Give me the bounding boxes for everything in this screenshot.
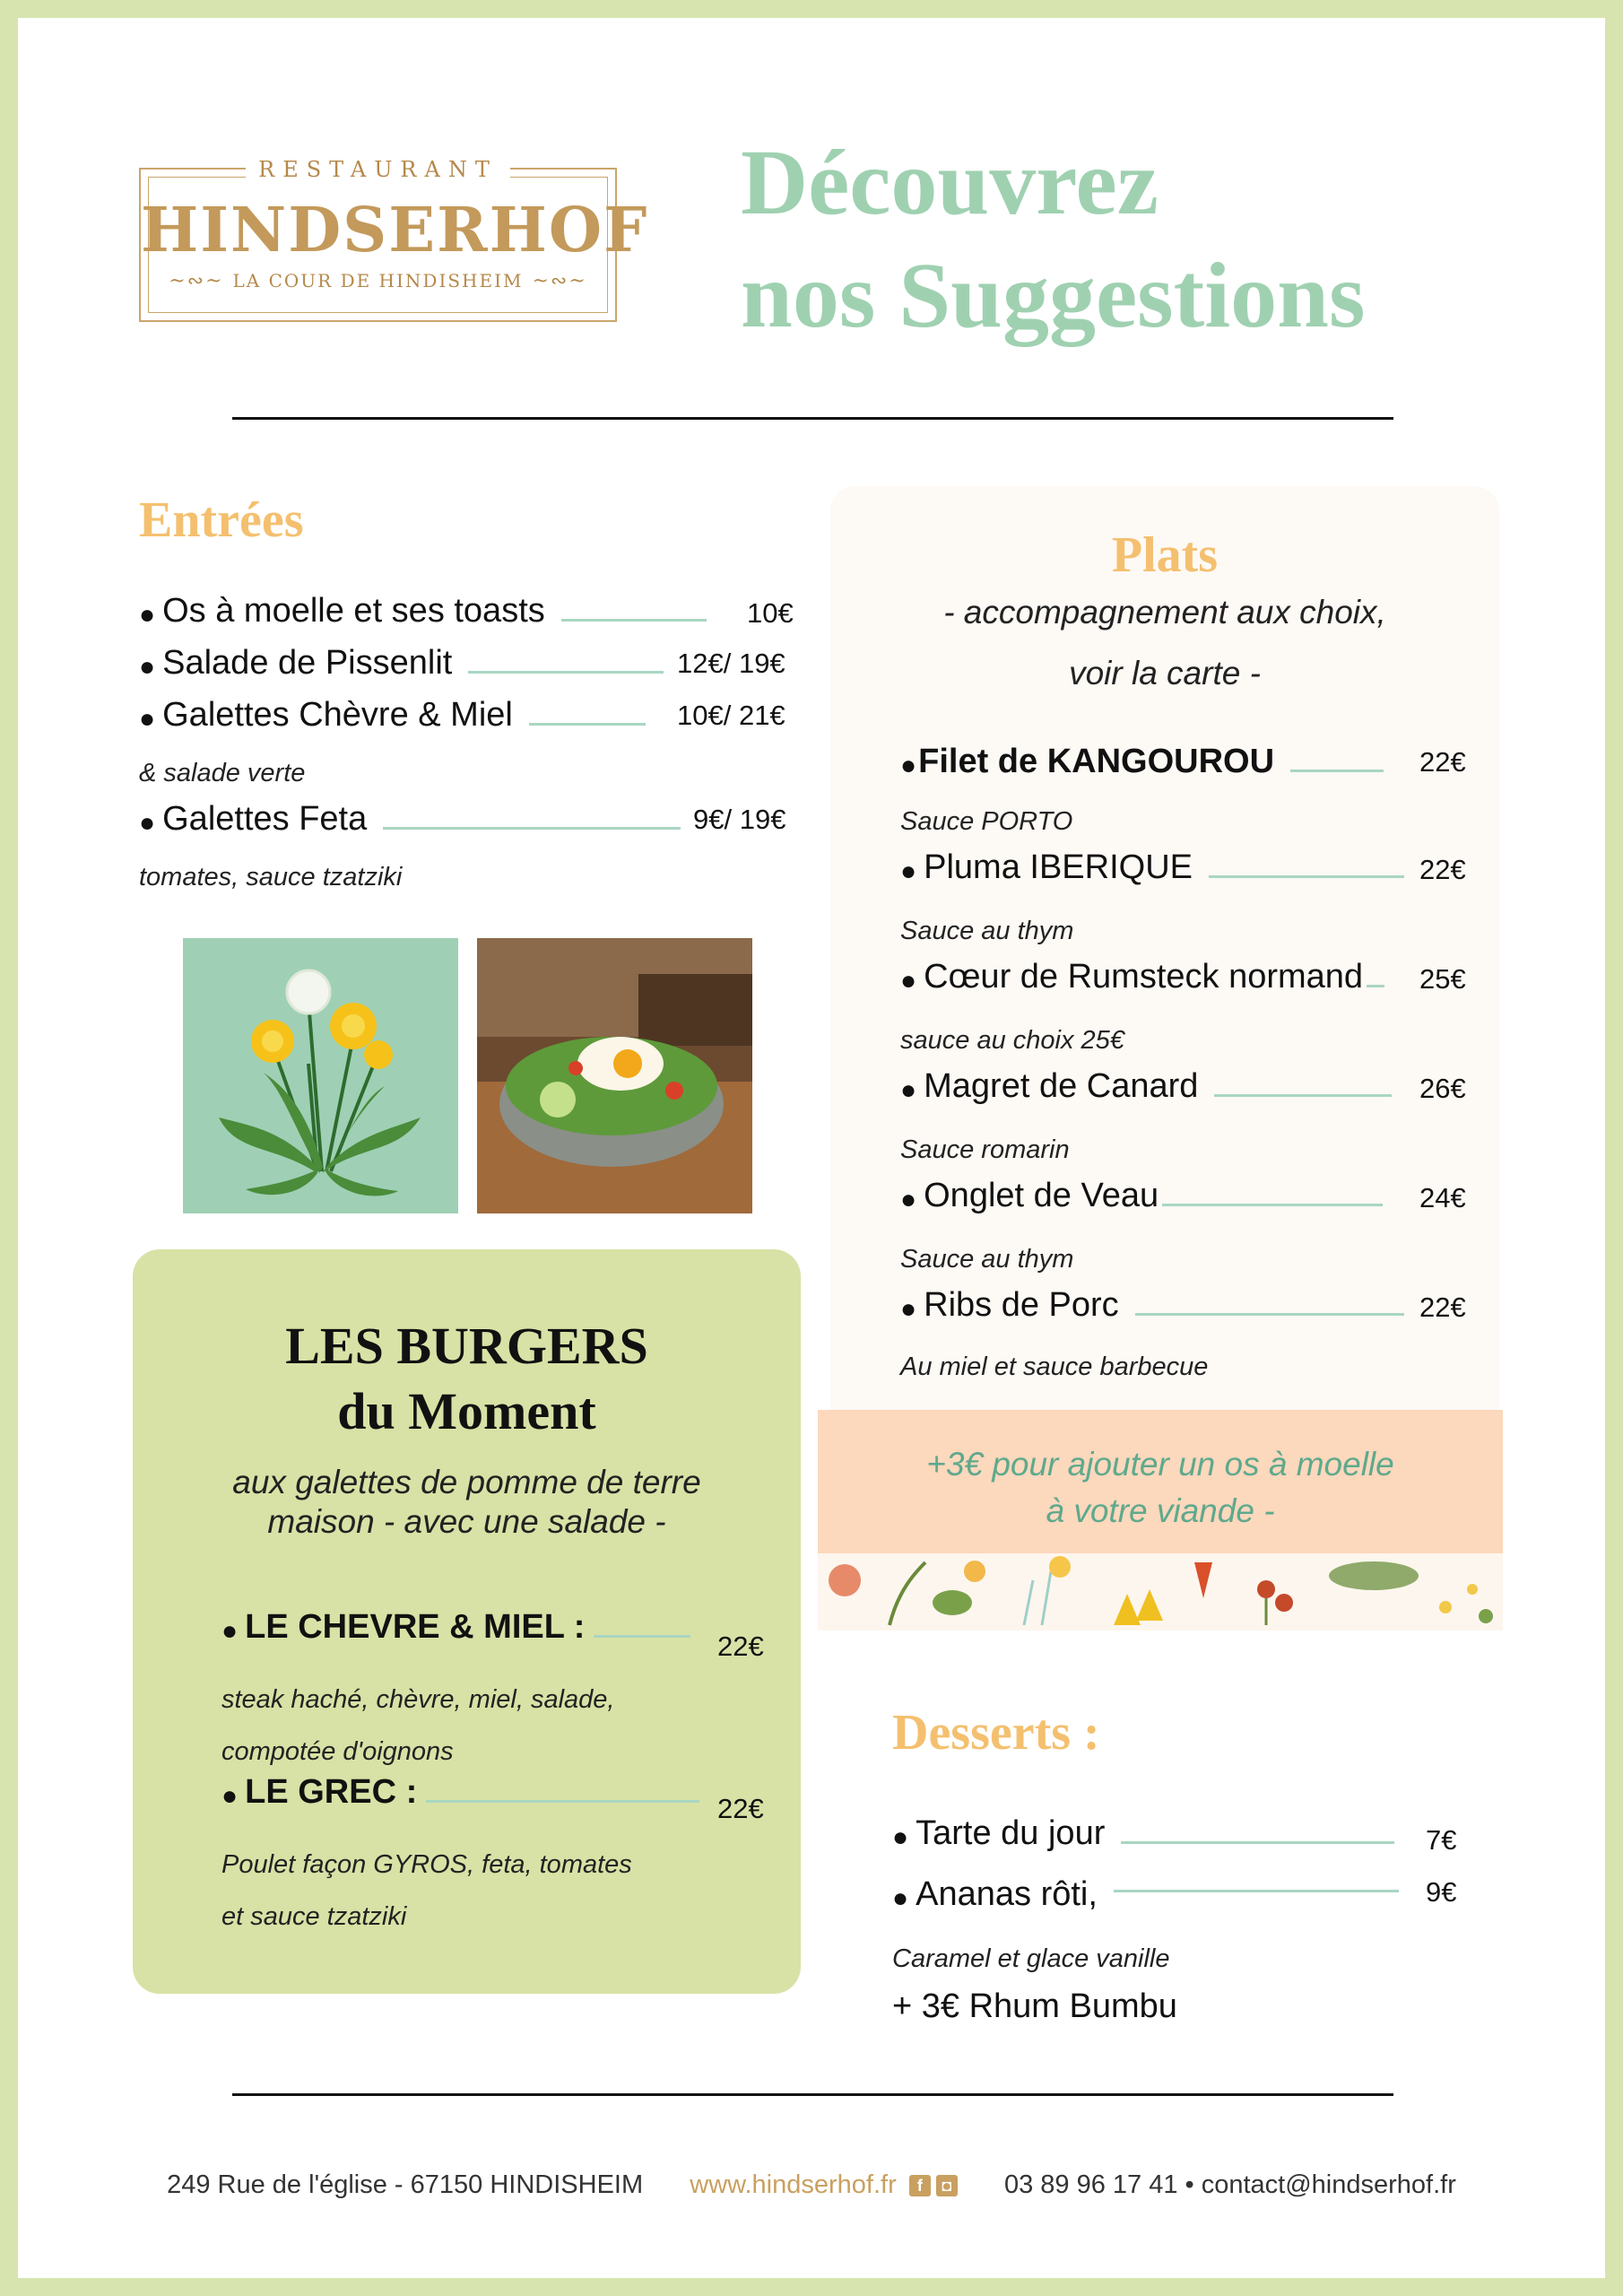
dessert-item: ● Tarte du jour [892,1814,1394,1853]
desserts-title: Desserts : [892,1705,1100,1761]
plat-name: Magret de Canard [924,1067,1199,1105]
plat-price: 22€ [1419,854,1466,885]
burgers-subtitle: aux galettes de pomme de terre [232,1464,701,1500]
plat-item: ● Filet de KANGOUROU [900,743,1384,781]
entrees-title: Entrées [139,492,304,548]
footer [18,2170,1605,2200]
page-title-line2: nos Suggestions [741,244,1366,347]
entree-item: ● Galettes Feta [139,800,681,839]
plat-note: Sauce PORTO [900,807,1073,836]
burgers-subtitle-2: maison - avec une salade - [267,1503,666,1540]
burgers-title: LES BURGERS [285,1317,648,1375]
dessert-price: 9€ [1426,1876,1457,1908]
burgers-section [133,1249,801,1994]
plat-price: 24€ [1419,1182,1466,1213]
plat-item: ● Ribs de Porc [900,1286,1404,1325]
plat-price: 22€ [1419,746,1466,778]
burger-note: compotée d'oignons [221,1737,454,1766]
plats-title: Plats [1111,527,1219,583]
entree-item: ● Salade de Pissenlit [139,644,664,683]
plats-subtitle-2: voir la carte - [1069,655,1261,691]
dandelion-illustration [183,938,458,1213]
plat-item: ● Cœur de Rumsteck normand [900,958,1384,996]
menu-page [18,18,1605,2278]
entree-name: Galettes Chèvre & Miel [162,696,513,734]
facebook-icon[interactable]: f [909,2175,931,2196]
plat-note: Au miel et sauce barbecue [900,1352,1209,1381]
entree-name: Os à moelle et ses toasts [162,592,545,630]
floral-decoration [818,1553,1503,1631]
entree-price: 12€/ 19€ [677,648,785,679]
salad-photo [477,938,752,1213]
plat-name: Filet de KANGOUROU [918,743,1275,780]
entree-price: 9€/ 19€ [693,804,786,835]
entree-price: 10€/ 21€ [677,700,785,731]
plats-section [830,486,1499,1414]
swirl-left-icon: ~∾~ [169,270,224,292]
plat-price: 22€ [1419,1292,1466,1323]
burgers-title-2: du Moment [337,1382,596,1440]
burger-price: 22€ [717,1793,764,1824]
plat-name: Cœur de Rumsteck normand [924,958,1364,996]
plat-item: ● Magret de Canard [900,1067,1392,1106]
dessert-item: ● Ananas rôti, [892,1875,1399,1914]
page-title-line1: Découvrez [741,131,1159,234]
burger-price: 22€ [717,1631,764,1662]
plat-note: sauce au choix 25€ [900,1026,1124,1055]
logo-name: HINDSERHOF [141,195,649,266]
footer-address: 249 Rue de l'église - 67150 HINDISHEIM [167,2170,644,2199]
logo-sub-text: LA COUR DE HINDISHEIM [232,270,524,291]
restaurant-logo [139,157,649,322]
burger-note: steak haché, chèvre, miel, salade, [221,1685,615,1714]
burger-note: Poulet façon GYROS, feta, tomates [221,1850,632,1879]
entree-item: ● Galettes Chèvre & Miel [139,696,646,735]
burger-name: LE GREC : [245,1773,418,1811]
entree-item: ● Os à moelle et ses toasts [139,592,707,631]
dessert-extra: + 3€ Rhum Bumbu [892,1987,1177,2025]
entree-name: Salade de Pissenlit [162,644,453,682]
plat-note: Sauce au thym [900,1245,1074,1274]
plats-subtitle: - accompagnement aux choix, [943,594,1386,631]
burger-item: ● LE CHEVRE & MIEL : [221,1608,690,1647]
bottom-divider [232,2093,1393,2096]
burger-name: LE CHEVRE & MIEL : [245,1608,586,1646]
burger-note: et sauce tzatziki [221,1902,407,1931]
banner-line1: +3€ pour ajouter un os à moelle [926,1446,1394,1483]
banner-line2: à votre viande - [1046,1492,1275,1529]
plat-name: Ribs de Porc [924,1286,1119,1324]
logo-top-text: RESTAURANT [246,157,510,182]
os-a-moelle-banner [818,1410,1503,1553]
plat-price: 26€ [1419,1073,1466,1104]
plat-note: Sauce romarin [900,1135,1070,1164]
plat-item: ● Onglet de Veau [900,1177,1383,1215]
plat-price: 25€ [1419,963,1466,995]
dessert-price: 7€ [1426,1824,1457,1856]
footer-website-link[interactable]: www.hindserhof.fr [690,2170,897,2199]
entree-name: Galettes Feta [162,800,368,838]
dessert-name: Ananas rôti, [916,1875,1098,1913]
top-divider [232,417,1393,420]
plat-name: Pluma IBERIQUE [924,848,1193,886]
plat-note: Sauce au thym [900,917,1074,945]
dessert-note: Caramel et glace vanille [892,1944,1170,1973]
instagram-icon[interactable]: ◘ [936,2175,958,2196]
footer-contact: 03 89 96 17 41 • contact@hindserhof.fr [1003,2170,1456,2199]
entree-price: 10€ [747,597,794,629]
burger-item: ● LE GREC : [221,1773,699,1812]
swirl-right-icon: ~∾~ [532,270,587,292]
plat-name: Onglet de Veau [924,1177,1159,1214]
plat-item: ● Pluma IBERIQUE [900,848,1404,887]
dessert-name: Tarte du jour [916,1814,1106,1852]
entree-note: tomates, sauce tzatziki [139,863,403,891]
logo-subtitle [141,270,615,292]
entree-note: & salade verte [139,759,306,787]
